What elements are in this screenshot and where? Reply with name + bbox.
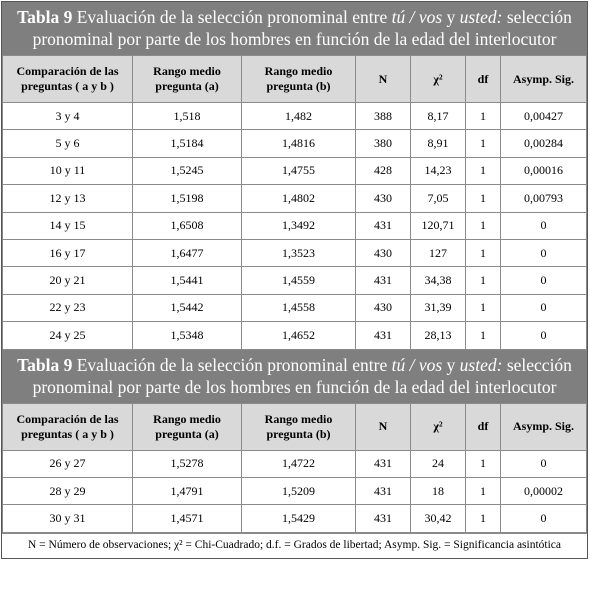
cell-asymp-sig: 0,00284 xyxy=(501,130,587,157)
header-df: df xyxy=(466,56,501,103)
cell-asymp-sig: 0 xyxy=(501,294,587,321)
cell-rank-a: 1,518 xyxy=(133,103,242,130)
cell-asymp-sig: 0 xyxy=(501,239,587,266)
table-row xyxy=(3,505,587,532)
cell-rank-a: 1,5348 xyxy=(133,322,242,349)
cell-rank-a: 1,4571 xyxy=(133,505,242,532)
cell-n: 380 xyxy=(356,130,411,157)
table-1 xyxy=(2,55,587,350)
cell-comparison: 16 y 17 xyxy=(3,239,133,266)
table-row xyxy=(3,157,587,184)
cell-comparison: 14 y 15 xyxy=(3,212,133,239)
cell-chi-square: 127 xyxy=(411,239,466,266)
cell-asymp-sig: 0 xyxy=(501,322,587,349)
table-row xyxy=(3,294,587,321)
cell-asymp-sig: 0,00427 xyxy=(501,103,587,130)
header-asymp-sig: Asymp. Sig. xyxy=(501,56,587,103)
cell-rank-b: 1,3523 xyxy=(242,239,356,266)
cell-chi-square: 14,23 xyxy=(411,157,466,184)
cell-rank-b: 1,4652 xyxy=(242,322,356,349)
cell-rank-a: 1,6508 xyxy=(133,212,242,239)
cell-n: 431 xyxy=(356,450,411,477)
cell-n: 431 xyxy=(356,477,411,504)
cell-df: 1 xyxy=(466,212,501,239)
cell-n: 431 xyxy=(356,212,411,239)
table-row xyxy=(3,267,587,294)
cell-rank-b: 1,3492 xyxy=(242,212,356,239)
cell-n: 430 xyxy=(356,185,411,212)
table-1-title-text-b: y xyxy=(442,7,460,27)
cell-n: 430 xyxy=(356,239,411,266)
header-rank-a: Rango medio pregunta (a) xyxy=(133,56,242,103)
cell-comparison: 10 y 11 xyxy=(3,157,133,184)
cell-rank-a: 1,4791 xyxy=(133,477,242,504)
table-1-title-text-a: Evaluación de la selección pronominal entre xyxy=(72,7,392,27)
cell-chi-square: 30,42 xyxy=(411,505,466,532)
cell-df: 1 xyxy=(466,157,501,184)
cell-chi-square: 31,39 xyxy=(411,294,466,321)
table-row xyxy=(3,239,587,266)
table-2-title xyxy=(2,350,587,403)
cell-n: 388 xyxy=(356,103,411,130)
cell-chi-square: 7,05 xyxy=(411,185,466,212)
header-n: N xyxy=(356,56,411,103)
cell-df: 1 xyxy=(466,477,501,504)
table-row xyxy=(3,103,587,130)
table-1-title-label: Tabla 9 xyxy=(17,7,73,27)
cell-df: 1 xyxy=(466,103,501,130)
cell-comparison: 22 y 23 xyxy=(3,294,133,321)
document-frame xyxy=(1,1,588,559)
cell-rank-b: 1,4558 xyxy=(242,294,356,321)
cell-chi-square: 34,38 xyxy=(411,267,466,294)
cell-rank-b: 1,482 xyxy=(242,103,356,130)
table-1-header-row xyxy=(3,56,587,103)
table-row xyxy=(3,185,587,212)
table-2-header-row xyxy=(3,403,587,450)
cell-rank-b: 1,4722 xyxy=(242,450,356,477)
cell-rank-b: 1,4755 xyxy=(242,157,356,184)
cell-n: 431 xyxy=(356,267,411,294)
table-2 xyxy=(2,403,587,533)
cell-comparison: 5 y 6 xyxy=(3,130,133,157)
cell-df: 1 xyxy=(466,239,501,266)
cell-rank-b: 1,4816 xyxy=(242,130,356,157)
cell-comparison: 12 y 13 xyxy=(3,185,133,212)
cell-comparison: 24 y 25 xyxy=(3,322,133,349)
table-1-title-italic-2: usted: xyxy=(459,7,503,27)
cell-rank-b: 1,4802 xyxy=(242,185,356,212)
table-row xyxy=(3,212,587,239)
header-df: df xyxy=(466,403,501,450)
cell-rank-a: 1,5442 xyxy=(133,294,242,321)
table-row xyxy=(3,130,587,157)
cell-asymp-sig: 0,00002 xyxy=(501,477,587,504)
table-1-title-text-c: selección pronominal por parte de los hombres en función de la edad del interlocutor xyxy=(32,7,572,49)
table-row xyxy=(3,450,587,477)
cell-df: 1 xyxy=(466,294,501,321)
table-1-title xyxy=(2,2,587,55)
cell-chi-square: 24 xyxy=(411,450,466,477)
cell-df: 1 xyxy=(466,322,501,349)
header-rank-b: Rango medio pregunta (b) xyxy=(242,403,356,450)
table-2-title-text-c: selección pronominal por parte de los hombres en función de la edad del interlocutor xyxy=(32,354,572,397)
cell-asymp-sig: 0 xyxy=(501,267,587,294)
cell-rank-a: 1,5245 xyxy=(133,157,242,184)
table-2-title-text-b: y xyxy=(442,354,460,375)
header-comparison: Comparación de las preguntas ( a y b ) xyxy=(3,56,133,103)
cell-rank-a: 1,5198 xyxy=(133,185,242,212)
cell-rank-b: 1,5429 xyxy=(242,505,356,532)
cell-chi-square: 120,71 xyxy=(411,212,466,239)
cell-df: 1 xyxy=(466,185,501,212)
cell-df: 1 xyxy=(466,450,501,477)
cell-comparison: 3 y 4 xyxy=(3,103,133,130)
cell-asymp-sig: 0,00016 xyxy=(501,157,587,184)
cell-rank-a: 1,5278 xyxy=(133,450,242,477)
table-2-body xyxy=(3,450,587,532)
cell-chi-square: 8,17 xyxy=(411,103,466,130)
header-rank-a: Rango medio pregunta (a) xyxy=(133,403,242,450)
cell-rank-b: 1,5209 xyxy=(242,477,356,504)
header-asymp-sig: Asymp. Sig. xyxy=(501,403,587,450)
cell-n: 431 xyxy=(356,505,411,532)
table-1-body xyxy=(3,103,587,350)
cell-asymp-sig: 0 xyxy=(501,505,587,532)
table-2-title-italic-2: usted: xyxy=(459,354,503,375)
cell-rank-a: 1,6477 xyxy=(133,239,242,266)
table-row xyxy=(3,322,587,349)
cell-chi-square: 28,13 xyxy=(411,322,466,349)
cell-chi-square: 8,91 xyxy=(411,130,466,157)
cell-df: 1 xyxy=(466,505,501,532)
cell-n: 428 xyxy=(356,157,411,184)
cell-comparison: 28 y 29 xyxy=(3,477,133,504)
footnote: N = Número de observaciones; χ² = Chi-Cuadrado; d.f. = Grados de libertad; Asymp. Sig. = Significancia asintótica xyxy=(2,533,587,558)
cell-asymp-sig: 0 xyxy=(501,450,587,477)
table-2-title-label: Tabla 9 xyxy=(17,354,73,375)
cell-chi-square: 18 xyxy=(411,477,466,504)
table-row xyxy=(3,477,587,504)
table-1-title-italic-1: tú / vos xyxy=(391,7,443,27)
cell-rank-a: 1,5441 xyxy=(133,267,242,294)
cell-df: 1 xyxy=(466,130,501,157)
header-n: N xyxy=(356,403,411,450)
cell-asymp-sig: 0,00793 xyxy=(501,185,587,212)
cell-comparison: 20 y 21 xyxy=(3,267,133,294)
cell-df: 1 xyxy=(466,267,501,294)
header-comparison: Comparación de las preguntas ( a y b ) xyxy=(3,403,133,450)
cell-rank-a: 1,5184 xyxy=(133,130,242,157)
header-chi-square: χ² xyxy=(411,403,466,450)
cell-rank-b: 1,4559 xyxy=(242,267,356,294)
cell-comparison: 26 y 27 xyxy=(3,450,133,477)
cell-n: 431 xyxy=(356,322,411,349)
header-chi-square: χ² xyxy=(411,56,466,103)
header-rank-b: Rango medio pregunta (b) xyxy=(242,56,356,103)
cell-asymp-sig: 0 xyxy=(501,212,587,239)
table-2-title-text-a: Evaluación de la selección pronominal entre xyxy=(72,354,392,375)
table-2-title-italic-1: tú / vos xyxy=(391,354,443,375)
cell-n: 430 xyxy=(356,294,411,321)
cell-comparison: 30 y 31 xyxy=(3,505,133,532)
